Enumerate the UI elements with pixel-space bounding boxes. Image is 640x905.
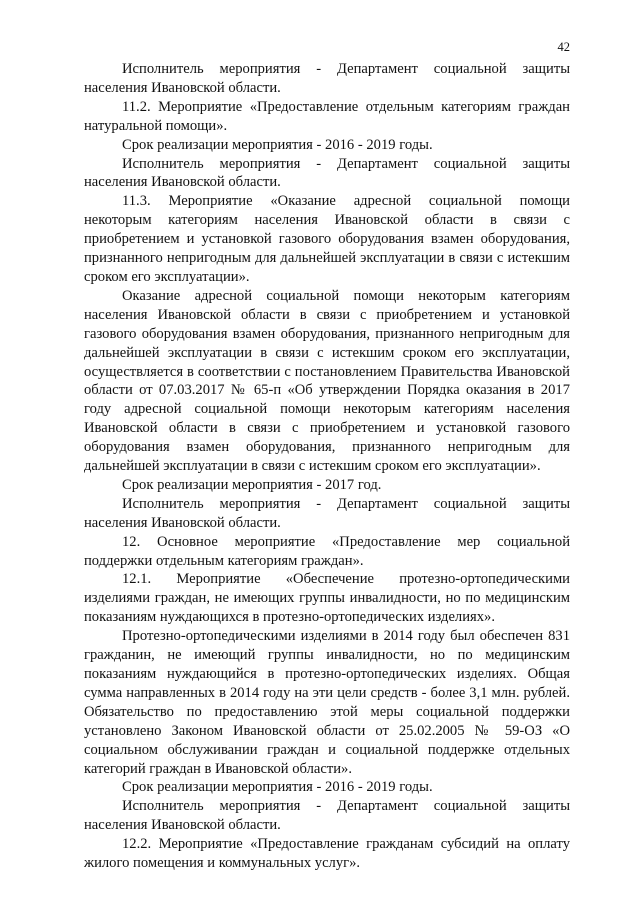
page-number: 42 (557, 40, 570, 54)
paragraph-executor: Исполнитель мероприятия - Департамент социальной защиты населения Ивановской области. (84, 798, 570, 834)
paragraph-executor: Исполнитель мероприятия - Департамент социальной защиты населения Ивановской области. (84, 495, 570, 531)
paragraph-description: Оказание адресной социальной помощи некоторым категориям населения Ивановской области в связи с приобретением и установкой газового оборудования взамен оборудования, признанного непригодным для дальнейшей эксплуатации в связи с истекшим сроком его эксплуатации, осуществляется в соответствии с постановлением Правительства Ивановской области от 07.03.2017 № 65-п «Об утверждении Порядка оказания в 2017 году адресной социальной помощи некоторым категориям населения Ивановской области в связи с приобретением и установкой газового оборудования взамен оборудования, признанного непригодным для дальнейшей эксплуатации в связи с истекшим сроком его эксплуатации». (84, 287, 570, 475)
document-body (84, 60, 570, 873)
paragraph-term: Срок реализации мероприятия - 2016 - 2019 годы. (122, 779, 433, 796)
paragraph-measure-12-1: 12.1. Мероприятие «Обеспечение протезно-ортопедическими изделиями граждан, не имеющих группы инвалидности, но по медицинским показаниям нуждающихся в протезно-ортопедических изделиях». (84, 571, 570, 626)
paragraph-measure-12-2: 12.2. Мероприятие «Предоставление гражданам субсидий на оплату жилого помещения и коммунальных услуг». (84, 836, 570, 872)
paragraph-term: Срок реализации мероприятия - 2017 год. (122, 476, 382, 493)
paragraph-measure-11-3: 11.3. Мероприятие «Оказание адресной социальной помощи некоторым категориям населения Ивановской области в связи с приобретением и установкой газового оборудования взамен оборудования, признанного непригодным для дальнейшей эксплуатации в связи с истекшим сроком его эксплуатации». (84, 193, 570, 285)
paragraph-term: Срок реализации мероприятия - 2016 - 2019 годы. (122, 136, 433, 153)
paragraph-measure-12: 12. Основное мероприятие «Предоставление мер социальной поддержки отдельным категориям граждан». (84, 533, 570, 569)
paragraph-measure-11-2: 11.2. Мероприятие «Предоставление отдельным категориям граждан натуральной помощи». (84, 98, 570, 134)
paragraph-executor: Исполнитель мероприятия - Департамент социальной защиты населения Ивановской области. (84, 155, 570, 191)
paragraph-description: Протезно-ортопедическими изделиями в 2014 году был обеспечен 831 гражданин, не имеющий группы инвалидности, но по медицинским показаниям нуждающийся в протезно-ортопедических изделиях. Общая сумма направленных в 2014 году на эти цели средств - более 3,1 млн. рублей. Обязательство по предоставлению этой меры социальной поддержки установлено Законом Ивановской области от 25.02.2005 № 59-ОЗ «О социальном обслуживании граждан и социальной поддержке отдельных категорий граждан в Ивановской области». (84, 628, 570, 777)
paragraph-executor: Исполнитель мероприятия - Департамент социальной защиты населения Ивановской области. (84, 61, 570, 96)
